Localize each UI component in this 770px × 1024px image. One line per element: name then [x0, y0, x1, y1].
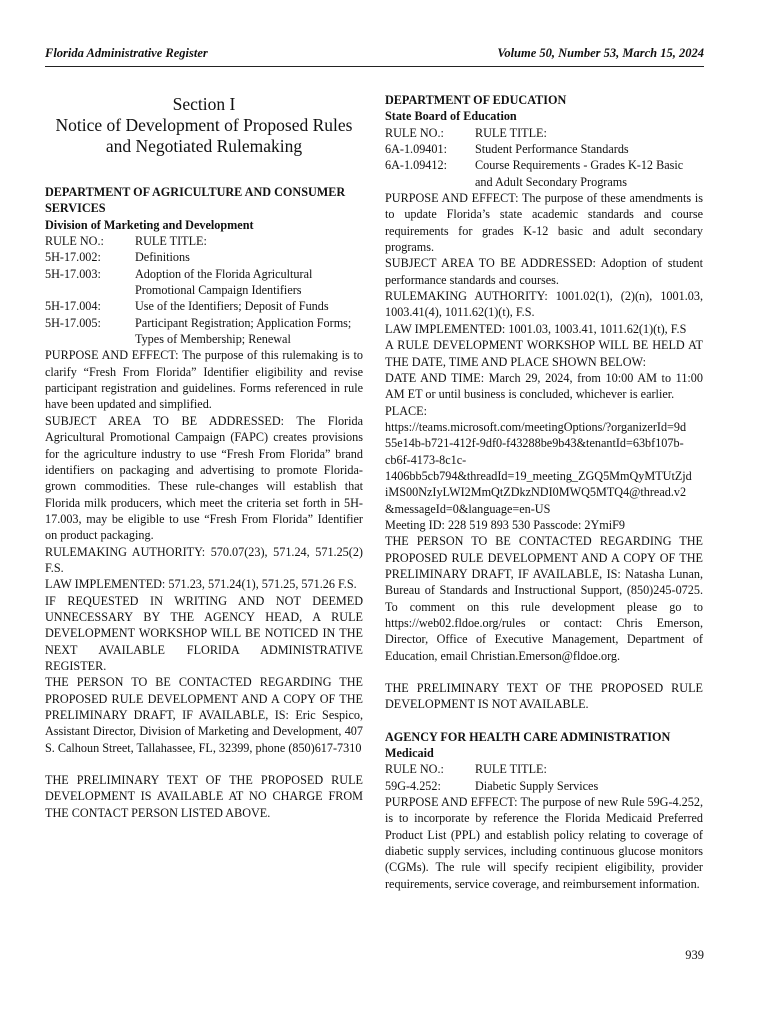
purpose-paragraph: PURPOSE AND EFFECT: The purpose of this rulemaking is to clarify “Fresh From Florida” Identifier eligibility and revise participant registration and guidelines. Forms referenced in rule have been updated and simplified. — [45, 348, 363, 412]
purpose-paragraph: PURPOSE AND EFFECT: The purpose of these amendments is to update Florida’s state academic standards and course requirements for grades K-12 basic and adult secondary programs. — [385, 191, 703, 255]
rule-table-header — [385, 125, 703, 141]
section-subtitle-line1: Notice of Development of Proposed Rules — [55, 115, 353, 135]
rule-table-header — [45, 233, 363, 249]
preliminary-text-paragraph: THE PRELIMINARY TEXT OF THE PROPOSED RULE DEVELOPMENT IS AVAILABLE AT NO CHARGE FROM THE CONTACT PERSON LISTED ABOVE. — [45, 773, 363, 820]
rule-number: 5H-17.004: — [45, 299, 101, 314]
rule-row — [45, 315, 363, 348]
law-paragraph: LAW IMPLEMENTED: 1001.03, 1003.41, 1011.62(1)(t), F.S — [385, 321, 687, 336]
law-paragraph: LAW IMPLEMENTED: 571.23, 571.24(1), 571.25, 571.26 F.S. — [45, 577, 357, 592]
rule-title-heading: RULE TITLE: — [475, 125, 547, 140]
authority-paragraph: RULEMAKING AUTHORITY: 1001.02(1), (2)(n), 1001.03, 1003.41(4), 1011.62(1)(t), F.S. — [385, 289, 703, 320]
workshop-paragraph: IF REQUESTED IN WRITING AND NOT DEEMED UNNECESSARY BY THE AGENCY HEAD, A RULE DEVELOPMENT WORKSHOP WILL BE NOTICED IN THE NEXT AVAILABLE FLORIDA ADMINISTRATIVE REGISTER. — [45, 593, 363, 673]
contact-paragraph: THE PERSON TO BE CONTACTED REGARDING THE PROPOSED RULE DEVELOPMENT AND A COPY OF THE PRELIMINARY DRAFT, IF AVAILABLE, IS: Eric Sespico, Assistant Director, Division of Marketing and Development, 407 S. Calhoun Street, Tallahassee, FL, 32399, phone (850)617-7310 — [45, 675, 363, 755]
meeting-link[interactable] — [385, 419, 703, 517]
rule-no-heading: RULE NO.: — [385, 762, 444, 777]
purpose-paragraph: PURPOSE AND EFFECT: The purpose of new Rule 59G-4.252, is to incorporate by reference the Florida Medicaid Preferred Product List (PPL) and establish policy relating to coverage of diabetic supply services, including continuous glucose monitors (CGMs). The rule will specify recipient eligibility, provider requirements, service coverage, and reimbursement information. — [385, 795, 703, 891]
subject-paragraph: SUBJECT AREA TO BE ADDRESSED: The Florida Agricultural Promotional Campaign (FAPC) creates provisions for the agriculture industry to use “Fresh From Florida” brand identifiers on packaging and advertising to promote Florida-grown commodities. These rule-changes will establish that Florida milk producers, which meet the criteria set forth in 5H-17.003, may be eligible to use “Fresh From Florida” Identifier on product packaging. — [45, 413, 363, 543]
department-heading: DEPARTMENT OF AGRICULTURE AND CONSUMER SERVICES — [45, 185, 346, 216]
rule-number: 5H-17.002: — [45, 250, 101, 265]
rule-number: 5H-17.005: — [45, 315, 101, 330]
rule-title: Diabetic Supply Services — [475, 778, 599, 793]
rule-row — [385, 778, 703, 794]
rule-row — [45, 249, 363, 265]
running-header — [45, 46, 704, 66]
meeting-link-line[interactable]: 55e14b-b721-412f-9df0-f43288be9b43&tenantId=63bf107b- — [385, 436, 684, 451]
board-heading: State Board of Education — [385, 109, 517, 124]
left-column — [45, 92, 363, 821]
rule-title: Student Performance Standards — [475, 142, 629, 157]
place-label: PLACE: — [385, 403, 427, 418]
meeting-link-line[interactable]: cb6f-4173-8c1c- — [385, 452, 467, 467]
rule-table-header — [385, 761, 703, 777]
publication-title: Florida Administrative Register — [45, 46, 208, 60]
meeting-id: Meeting ID: 228 519 893 530 Passcode: 2YmiF9 — [385, 517, 626, 532]
page-number: 939 — [685, 948, 704, 962]
preliminary-text-paragraph: THE PRELIMINARY TEXT OF THE PROPOSED RULE DEVELOPMENT IS NOT AVAILABLE. — [385, 681, 703, 712]
rule-number: 6A-1.09401: — [385, 142, 447, 157]
rule-title: Course Requirements - Grades K-12 Basic and Adult Secondary Programs — [475, 158, 684, 189]
department-heading: DEPARTMENT OF EDUCATION — [385, 93, 567, 107]
meeting-link-line[interactable]: https://teams.microsoft.com/meetingOptions/?organizerId=9d — [385, 419, 687, 434]
rule-number: 5H-17.003: — [45, 266, 101, 281]
rule-row — [385, 157, 703, 190]
meeting-link-line[interactable]: iMS00NzIyLWI2MmQtZDkzNDI0MWQ5MTQ4@thread.v2 — [385, 485, 687, 500]
rule-no-heading: RULE NO.: — [385, 125, 444, 140]
meeting-link-line[interactable]: 1406bb5cb794&threadId=19_meeting_ZGQ5MmQyMTUtZjd — [385, 468, 692, 483]
subject-paragraph: SUBJECT AREA TO BE ADDRESSED: Adoption of student performance standards and courses. — [385, 256, 703, 287]
rule-row — [45, 266, 363, 299]
rule-number: 59G-4.252: — [385, 778, 441, 793]
datetime-paragraph: DATE AND TIME: March 29, 2024, from 10:00 AM to 11:00 AM ET or until business is concluded, whichever is earlier. — [385, 370, 703, 402]
rule-title-heading: RULE TITLE: — [135, 234, 207, 249]
rule-row — [385, 141, 703, 157]
rule-number: 6A-1.09412: — [385, 158, 447, 173]
contact-paragraph: THE PERSON TO BE CONTACTED REGARDING THE PROPOSED RULE DEVELOPMENT AND A COPY OF THE PRELIMINARY DRAFT, IF AVAILABLE, IS: Natasha Lunan, Bureau of Standards and Instructional Support, (850)245-0725. To comment on this rule development please go to https://web02.fldoe.org/rules or contact: Chris Emerson, Director, Office of Executive Management, Department of Education, email Christian.Emerson@fldoe.org. — [385, 534, 703, 663]
workshop-paragraph: A RULE DEVELOPMENT WORKSHOP WILL BE HELD AT THE DATE, TIME AND PLACE SHOWN BELOW: — [385, 338, 703, 369]
section-title: Section I — [172, 94, 236, 114]
right-column — [385, 92, 703, 892]
rule-title-heading: RULE TITLE: — [475, 762, 547, 777]
rule-no-heading: RULE NO.: — [45, 234, 104, 249]
rule-title: Adoption of the Florida Agricultural Promotional Campaign Identifiers — [135, 266, 313, 298]
rule-title: Participant Registration; Application Forms; Types of Membership; Renewal — [135, 315, 352, 347]
section-subtitle-line2: and Negotiated Rulemaking — [105, 136, 303, 156]
authority-paragraph: RULEMAKING AUTHORITY: 570.07(23), 571.24, 571.25(2) F.S. — [45, 544, 363, 575]
header-divider — [45, 66, 704, 67]
division-heading: Medicaid — [385, 746, 434, 761]
rule-row — [45, 298, 363, 314]
rule-title: Use of the Identifiers; Deposit of Funds — [135, 299, 329, 314]
issue-info: Volume 50, Number 53, March 15, 2024 — [497, 46, 704, 60]
meeting-link-line[interactable]: &messageId=0&language=en-US — [385, 501, 551, 516]
division-heading: Division of Marketing and Development — [45, 217, 254, 232]
rule-title: Definitions — [135, 250, 190, 265]
department-heading: AGENCY FOR HEALTH CARE ADMINISTRATION — [385, 729, 671, 744]
